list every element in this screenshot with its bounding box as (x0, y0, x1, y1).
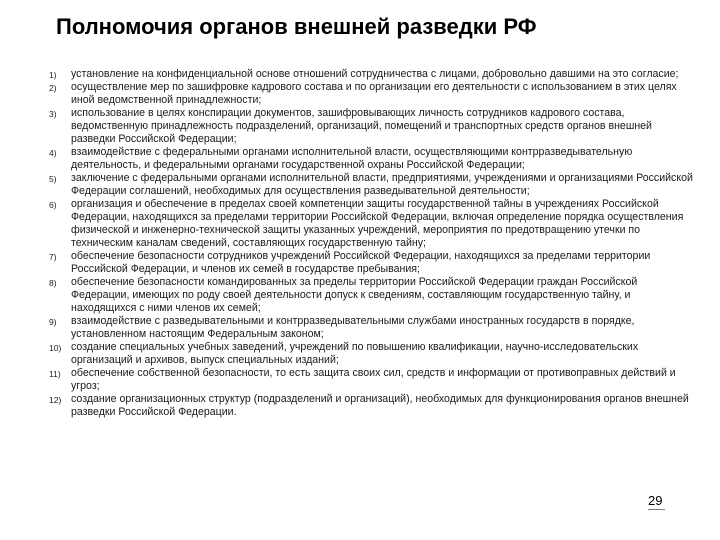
list-item (0, 81, 720, 107)
list-item-text: создание организационных структур (подразделений и организаций), необходимых для функционирования органов внешней разведки Российской Федерации. (71, 393, 689, 418)
powers-list (0, 68, 720, 419)
list-item (0, 315, 720, 341)
list-item (0, 341, 720, 367)
list-item (0, 107, 720, 146)
list-item-number: 12) (49, 395, 62, 405)
list-item-number: 11) (49, 369, 61, 379)
list-item-number: 9) (49, 317, 57, 327)
list-item (0, 68, 720, 81)
list-item (0, 250, 720, 276)
slide-title: Полномочия органов внешней разведки РФ (56, 14, 537, 39)
list-item (0, 276, 720, 315)
list-item (0, 172, 720, 198)
list-item-number: 7) (49, 252, 57, 262)
list-item-number: 10) (49, 343, 62, 353)
list-item-number: 2) (49, 83, 57, 93)
page-number: 29 (648, 493, 663, 508)
list-item-text: использование в целях конспирации документов, зашифровывающих личность сотрудников кадрового состава, ведомственную принадлежность подразделений, организаций, помещений и транспортных средств органов внешней разведки Российской Федерации; (71, 107, 652, 145)
list-item-text: обеспечение безопасности сотрудников учреждений Российской Федерации, находящихся за пределами территории Российской Федерации, и членов их семей в государстве пребывания; (71, 250, 651, 275)
list-item-text: организация и обеспечение в пределах своей компетенции защиты государственной тайны в учреждениях Российской Федерации, находящихся за пределами территории Российской Федерации, включая определение порядка осуществления физической и инженерно-технической защиты указанных учреждений, мероприятия по предотвращению утечки по техническим каналам сведений, составляющих государственную тайну; (71, 198, 684, 249)
list-item-text: обеспечение безопасности командированных за пределы территории Российской Федерации граждан Российской Федерации, имеющих по роду своей деятельности допуск к сведениям, составляющим государственную тайну, и находящихся с ними членов их семей; (71, 276, 638, 314)
page-number-underline (648, 509, 665, 510)
list-item-number: 6) (49, 200, 57, 210)
list-item-number: 8) (49, 278, 57, 288)
list-item (0, 146, 720, 172)
list-item-text: взаимодействие с разведывательными и контрразведывательными службами иностранных государств в порядке, установленном настоящим Федеральным законом; (71, 315, 635, 340)
list-item (0, 198, 720, 250)
list-item-text: создание специальных учебных заведений, учреждений по повышению квалификации, научно-исследовательских организаций и архивов, выпуск специальных изданий; (71, 341, 639, 366)
list-item-text: осуществление мер по зашифровке кадрового состава и по организации его деятельности с использованием в этих целях иной ведомственной принадлежности; (71, 81, 677, 106)
list-item-number: 5) (49, 174, 57, 184)
list-item-text: заключение с федеральными органами исполнительной власти, предприятиями, учреждениями и организациями Российской Федерации соглашений, необходимых для осуществления разведывательной деятельности; (71, 172, 693, 197)
list-item-text: установление на конфиденциальной основе отношений сотрудничества с лицами, добровольно давшими на это согласие; (71, 68, 679, 80)
list-item-number: 3) (49, 109, 57, 119)
list-item-text: взаимодействие с федеральными органами исполнительной власти, осуществляющими контрразведывательную деятельность, и федеральными органами государственной охраны Российской Федерации; (71, 146, 633, 171)
list-item-number: 1) (49, 70, 57, 80)
list-item (0, 393, 720, 419)
list-item (0, 367, 720, 393)
list-item-number: 4) (49, 148, 57, 158)
list-item-text: обеспечение собственной безопасности, то есть защита своих сил, средств и информации от противоправных действий и угроз; (71, 367, 676, 392)
